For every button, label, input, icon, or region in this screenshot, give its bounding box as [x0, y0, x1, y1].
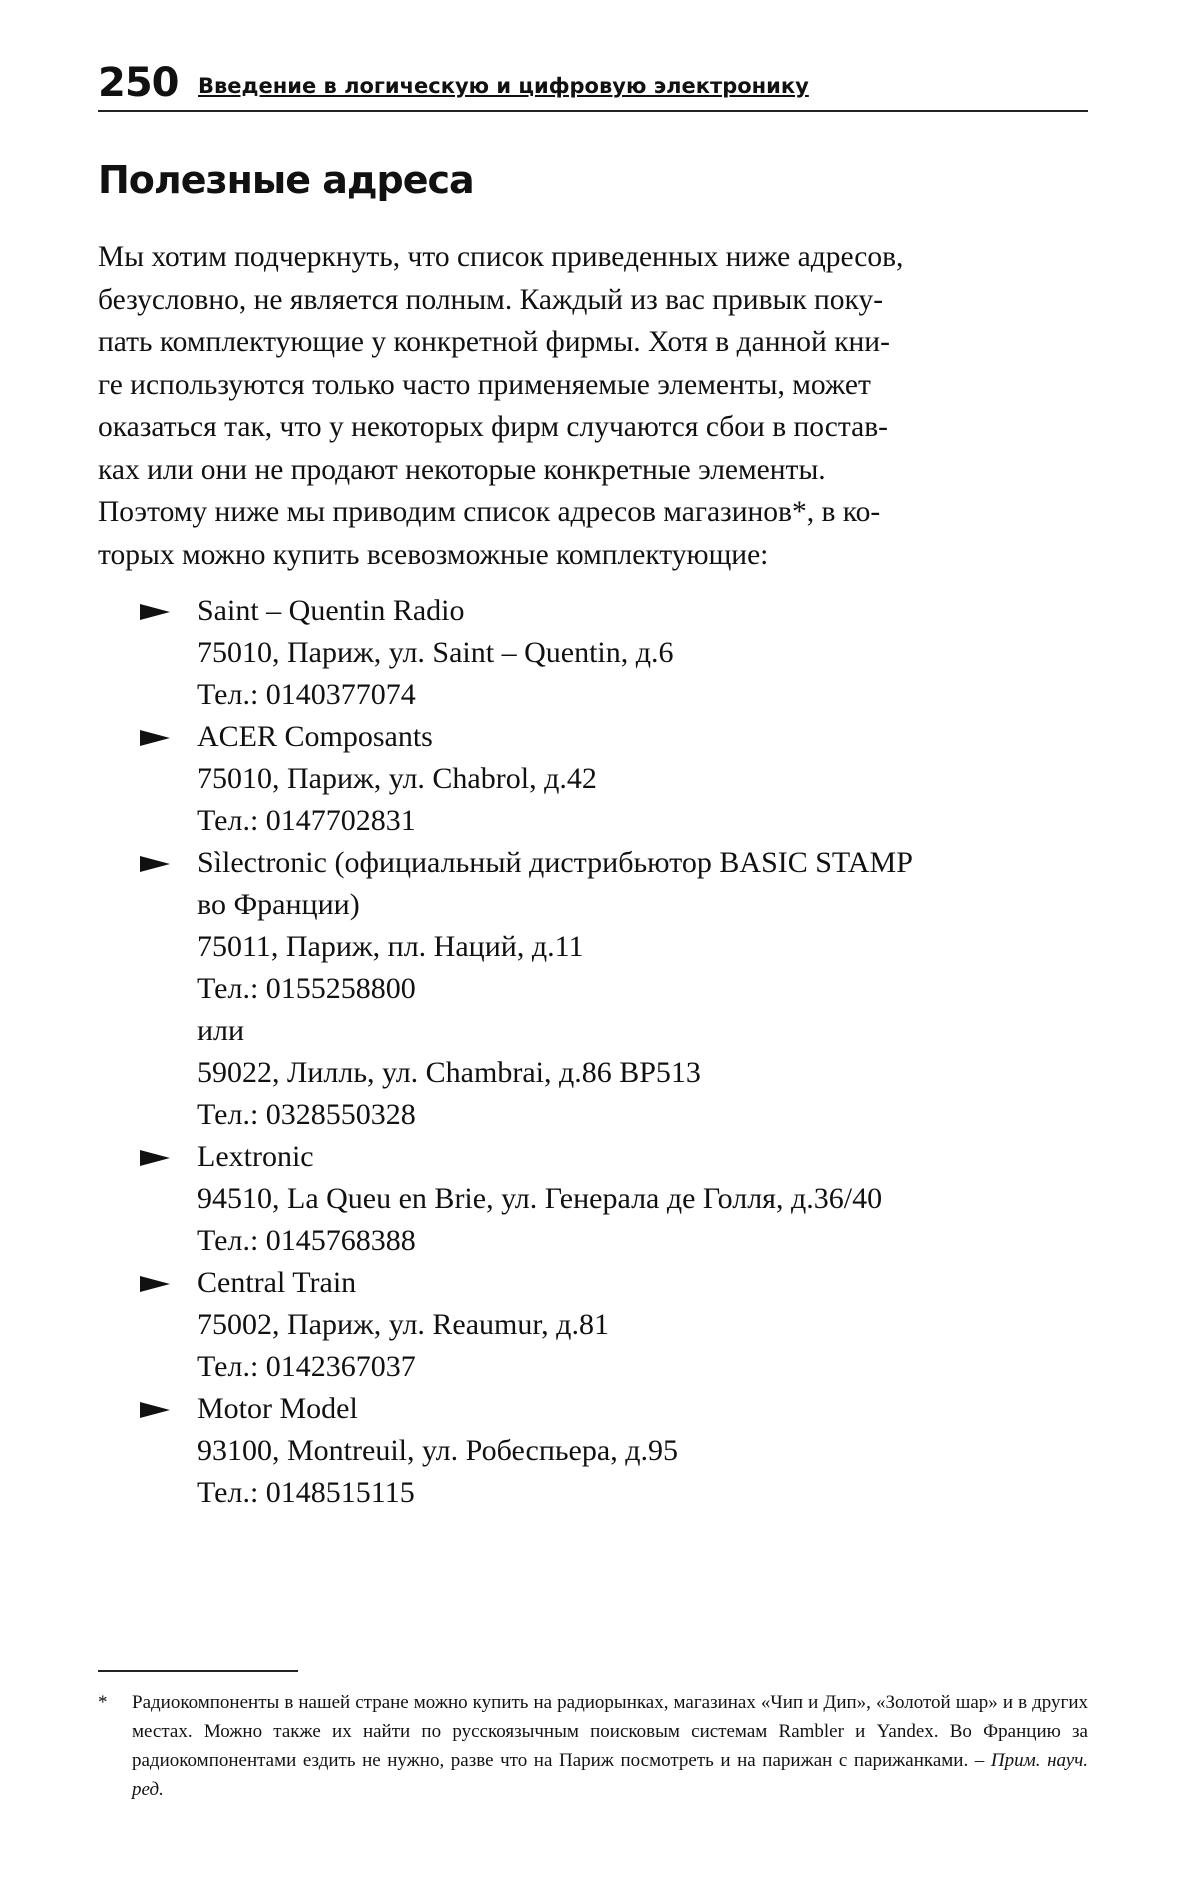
- address-line: 93100, Montreuil, ул. Робеспьера, д.95: [197, 1434, 678, 1467]
- intro-paragraph: [98, 236, 1090, 576]
- address-item: [140, 1262, 1100, 1388]
- intro-line: торых можно купить всевозможные комплектующие:: [98, 538, 769, 571]
- intro-line: Мы хотим подчеркнуть, что список приведенных ниже адресов,: [98, 241, 904, 273]
- section-title: Полезные адреса: [98, 158, 474, 202]
- address-line: 59022, Лилль, ул. Chambrai, д.86 BP513: [197, 1056, 701, 1089]
- address-company-name: Saint – Quentin Radio: [197, 594, 465, 627]
- address-item: [140, 1388, 1100, 1514]
- running-head: Введение в логическую и цифровую электронику: [198, 74, 809, 98]
- address-line: во Франции): [197, 888, 360, 921]
- footnote-divider: [98, 1670, 298, 1672]
- address-line: 75002, Париж, ул. Reaumur, д.81: [197, 1308, 609, 1341]
- address-company-name: Lextronic: [197, 1140, 314, 1173]
- arrow-bullet-icon: [140, 730, 170, 746]
- address-list: [140, 590, 1100, 1514]
- intro-line: ге используются только часто применяемые элементы, может: [98, 368, 871, 401]
- address-item: [140, 590, 1100, 716]
- intro-line: безусловно, не является полным. Каждый из вас привык поку-: [98, 283, 884, 316]
- address-line: Тел.: 0145768388: [197, 1224, 416, 1257]
- intro-line: пать комплектующие у конкретной фирмы. Хотя в данной кни-: [98, 326, 890, 358]
- address-line: Тел.: 0148515115: [197, 1476, 415, 1509]
- arrow-bullet-icon: [140, 856, 170, 872]
- footnote-editor-note: Прим. науч. ред.: [132, 1750, 1089, 1800]
- address-item: [140, 716, 1100, 842]
- arrow-bullet-icon: [140, 1150, 170, 1166]
- arrow-bullet-icon: [140, 604, 170, 620]
- address-company-name: ACER Composants: [197, 720, 433, 753]
- intro-line: Поэтому ниже мы приводим список адресов магазинов*, в ко-: [98, 496, 881, 528]
- address-line: 75010, Париж, ул. Chabrol, д.42: [197, 762, 597, 795]
- page-number: 250: [98, 60, 179, 106]
- footnote-body: Радиокомпоненты в нашей стране можно купить на радиорынках, магазинах «Чип и Дип», «Золотой шар» и в других местах. Можно также их найти по русскоязычным поисковым системам Rambler и Yandex. Во Францию за радиокомпонентами ездить не нужно, разве что на Париж посмотреть и на парижан с парижанками. –: [132, 1692, 1088, 1771]
- address-line: 75011, Париж, пл. Наций, д.11: [197, 930, 584, 963]
- footnote-mark: *: [98, 1692, 108, 1713]
- address-item: [140, 842, 1100, 1136]
- address-company-name: Central Train: [197, 1266, 357, 1299]
- footnote-text: [98, 1688, 1088, 1804]
- page-header: [98, 60, 1088, 112]
- address-line: или: [197, 1014, 245, 1047]
- address-line: Тел.: 0147702831: [197, 804, 416, 837]
- intro-line: оказаться так, что у некоторых фирм случаются сбои в постав-: [98, 411, 888, 443]
- address-line: Тел.: 0140377074: [197, 678, 416, 711]
- address-company-name: Motor Model: [197, 1392, 358, 1425]
- arrow-bullet-icon: [140, 1276, 170, 1292]
- address-line: Тел.: 0155258800: [197, 972, 416, 1005]
- address-company-name: Sìlectronic (официальный дистрибьютор BASIC STAMP: [197, 846, 913, 879]
- address-item: [140, 1136, 1100, 1262]
- footnote: [98, 1688, 1088, 1804]
- address-line: 75010, Париж, ул. Saint – Quentin, д.6: [197, 636, 674, 669]
- address-line: 94510, La Queu en Brie, ул. Генерала де Голля, д.36/40: [197, 1182, 883, 1215]
- arrow-bullet-icon: [140, 1402, 170, 1418]
- address-line: Тел.: 0142367037: [197, 1350, 416, 1383]
- intro-line: ках или они не продают некоторые конкретные элементы.: [98, 453, 826, 486]
- address-line: Тел.: 0328550328: [197, 1098, 416, 1131]
